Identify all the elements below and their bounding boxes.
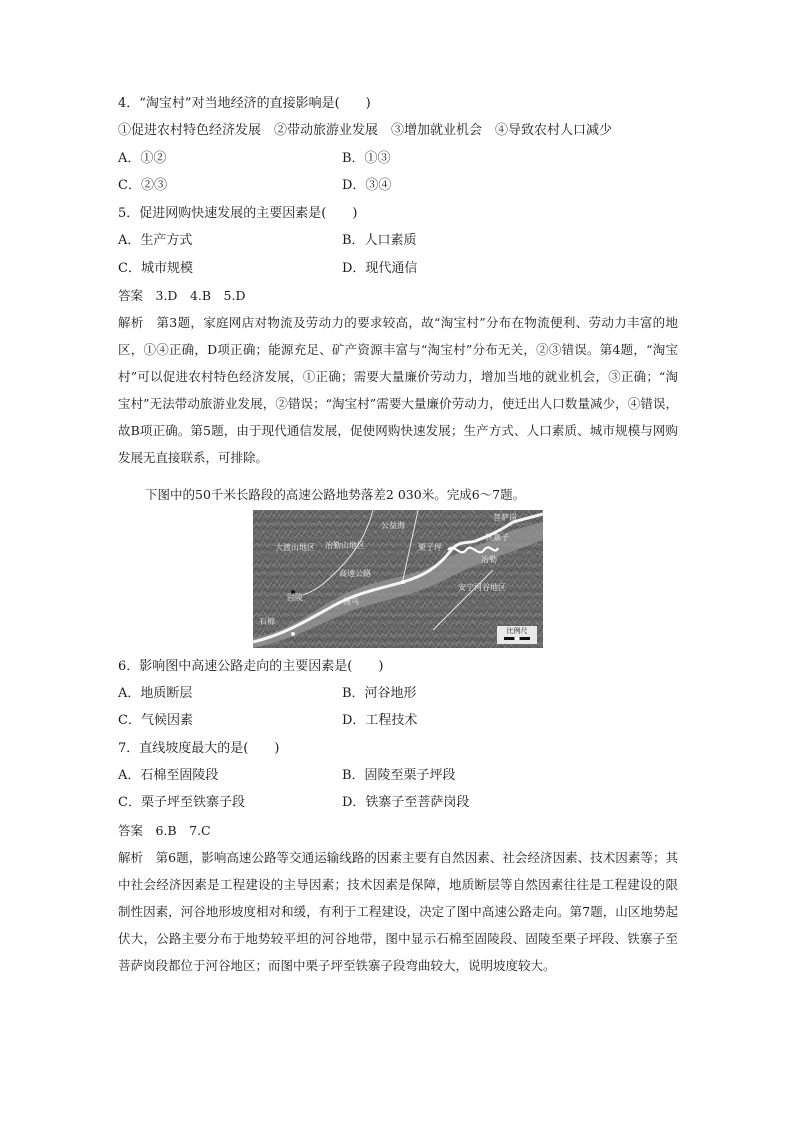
label-pusagang: 菩萨岗 (493, 513, 517, 522)
analysis-6-7: 解析 第6题，影响高速公路等交通运输线路的因素主要有自然因素、社会经济因素、技术因素等；其中社会经济因素是工程建设的主导因素；技术因素是保障，地质断层等自然因素往往是工程建设的限制性因素，河谷地形坡度相对和缓，有利于工程建设，决定了图中高速公路走向。第7题，山区地势起伏大，公路主要分布于地势较平坦的河谷地带，图中显示石棉至固陵段、固陵至栗子坪段、铁寨子至菩萨岗段都位于河谷地区；而图中栗子坪至铁寨子段弯曲较大，说明坡度较大。 (118, 850, 678, 973)
q6-option-b: B．河谷地形 (342, 686, 417, 701)
label-road: 高速公路 (339, 569, 371, 578)
label-tiezhaizi: 铁寨子 (485, 533, 509, 542)
label-right-area: 安宁河谷地区 (458, 583, 506, 592)
q6-option-a: A．地质断层 (118, 686, 193, 701)
q5-option-b: B．人口素质 (342, 233, 417, 248)
scale-label: 比例尺 (506, 627, 528, 635)
q4-stem: 4．“淘宝村”对当地经济的直接影响是( ) (118, 96, 371, 111)
scale-box (497, 626, 537, 644)
label-shimian: 石棉 (259, 617, 275, 626)
q4-option-d: D．③④ (342, 178, 392, 193)
label-yele: 冶勒 (481, 555, 497, 564)
label-mid-area: 冶勒山地区 (325, 541, 365, 550)
q6-option-c: C．气候因素 (118, 713, 193, 728)
q4-statements: ①促进农村特色经济发展 ②带动旅游业发展 ③增加就业机会 ④导致农村人口减少 (118, 123, 613, 138)
q7-option-a: A．石棉至固陵段 (118, 768, 219, 783)
q6-option-d: D．工程技术 (342, 713, 418, 728)
intro-6-7: 下图中的50千米长路段的高速公路地势落差2 030米。完成6～7题。 (145, 487, 526, 502)
q7-option-b: B．固陵至栗子坪段 (342, 768, 456, 783)
answer-6-7: 答案 6.B 7.C (118, 823, 211, 838)
label-lixiang: 拖乌 (343, 597, 359, 606)
q6-stem: 6．影响图中高速公路走向的主要因素是( ) (118, 659, 384, 674)
q5-option-c: C．城市规模 (118, 261, 193, 276)
analysis-3-5: 解析 第3题，家庭网店对物流及劳动力的要求较高，故“淘宝村”分布在物流便利、劳动力丰富的地区，①④正确，D项正确；能源充足、矿产资源丰富与“淘宝村”分布无关，②③错误。第4题，“淘宝村”可以促进农村特色经济发展，①正确；需要大量廉价劳动力，增加当地的就业机会，③正确；“淘宝村”无法带动旅游业发展，②错误；“淘宝村”需要大量廉价劳动力，使迁出人口数量减少，④错误，故B项正确。第5题，由于现代通信发展，促使网购快速发展；生产方式、人口素质、城市规模与网购发展无直接联系，可排除。 (118, 315, 678, 465)
answer-3-5: 答案 3.D 4.B 5.D (118, 288, 246, 303)
label-left-area: 大渡山地区 (275, 543, 315, 552)
q5-option-d: D．现代通信 (342, 261, 418, 276)
q4-option-a: A．①② (118, 151, 167, 166)
q7-option-c: C．栗子坪至铁寨子段 (118, 795, 245, 810)
q5-option-a: A．生产方式 (118, 233, 193, 248)
label-gongyi: 公益海 (381, 521, 405, 530)
q7-stem: 7．直线坡度最大的是( ) (118, 741, 280, 756)
highway-terrain-map (253, 510, 543, 648)
scale-bar-icon (504, 637, 530, 640)
q7-option-d: D．铁寨子至菩萨岗段 (342, 795, 470, 810)
label-guling: 固陵 (287, 593, 303, 602)
q5-stem: 5．促进网购快速发展的主要因素是( ) (118, 206, 358, 221)
label-lizi: 栗子坪 (418, 543, 442, 552)
q4-option-b: B．①③ (342, 151, 391, 166)
q4-option-c: C．②③ (118, 178, 167, 193)
